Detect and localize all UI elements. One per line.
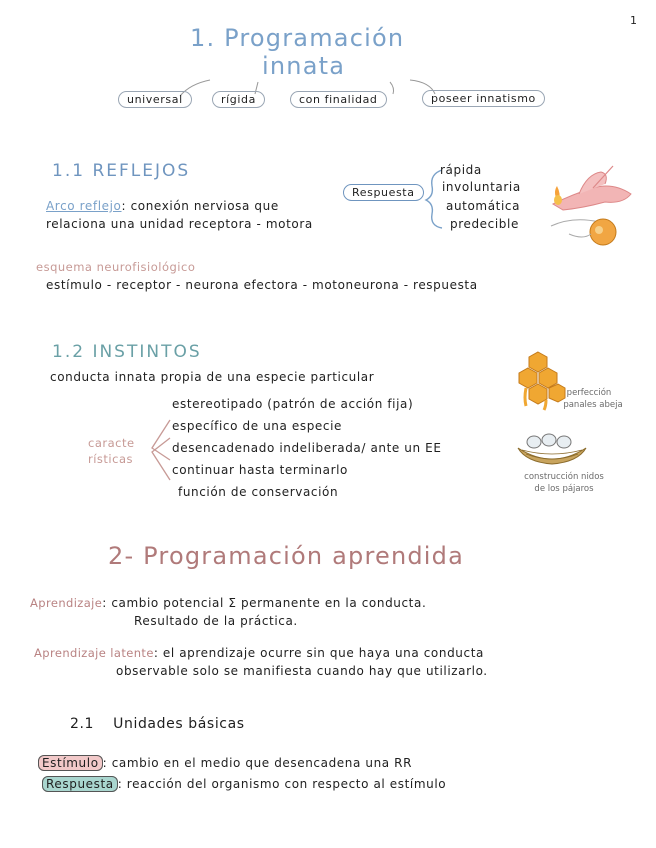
arco-reflejo-label: Arco reflejo: [46, 199, 122, 213]
esquema-label: esquema neurofisiológico: [36, 260, 196, 274]
instinto-item-5: función de conservación: [178, 485, 339, 499]
instintos-heading: 1.2 INSTINTOS: [52, 342, 202, 362]
instinto-item-2: específico de una especie: [172, 419, 343, 433]
arco-reflejo-text1: : conexión nerviosa que: [121, 199, 279, 213]
tag-rigida: rígida: [212, 91, 265, 108]
section2-title: 2- Programación aprendida: [108, 542, 465, 570]
arco-reflejo-line2: relaciona una unidad receptora - motora: [46, 217, 313, 231]
respuesta-highlight: Respuesta: [42, 776, 118, 792]
respuesta-item-involuntaria: involuntaria: [442, 180, 521, 194]
esquema-text: estímulo - receptor - neurona efectora - motoneurona - respuesta: [46, 278, 478, 292]
latente-line1: [34, 646, 484, 660]
latente-label: Aprendizaje latente: [34, 646, 154, 660]
tag-poseer-innatismo: poseer innatismo: [422, 90, 545, 107]
unidades-heading: [70, 716, 245, 732]
tag-con-finalidad: con finalidad: [290, 91, 387, 108]
latente-line2: observable solo se manifiesta cuando hay que utilizarlo.: [116, 664, 488, 678]
aprendizaje-line1: [30, 596, 426, 610]
respuesta-text: : reacción del organismo con respecto al estímulo: [117, 777, 447, 791]
arco-reflejo-line1: [46, 199, 279, 213]
instinto-item-1: estereotipado (patrón de acción fija): [172, 397, 414, 411]
caption-nest-line1: construcción nidos: [524, 472, 604, 482]
instintos-definition: conducta innata propia de una especie particular: [50, 370, 375, 384]
respuesta-item-automatica: automática: [446, 199, 521, 213]
latente-text1: : el aprendizaje ocurre sin que haya una conducta: [153, 646, 484, 660]
section1-title-line2: innata: [262, 52, 346, 80]
caption-honeycomb-line1: perfección: [566, 388, 612, 398]
unidades-heading-number: 2.1: [70, 716, 95, 732]
caracteristicas-brace: [148, 418, 174, 484]
estimulo-highlight: Estímulo: [38, 755, 103, 771]
caption-honeycomb-line2: panales abeja: [563, 400, 623, 410]
instinto-item-3: desencadenado indeliberada/ ante un EE: [172, 441, 442, 455]
aprendizaje-label: Aprendizaje: [30, 596, 103, 610]
respuesta-item-predecible: predecible: [450, 217, 519, 231]
caption-nest-line2: de los pájaros: [534, 484, 594, 494]
respuesta-line: [42, 777, 446, 791]
caracteristicas-label-line1: caracte: [88, 436, 135, 450]
page-number: 1: [630, 14, 638, 27]
reflejos-heading: 1.1 REFLEJOS: [52, 161, 191, 181]
bird-nest-icon: [516, 428, 588, 470]
estimulo-text: : cambio en el medio que desencadena una RR: [102, 756, 413, 770]
respuesta-pill: Respuesta: [343, 184, 424, 201]
section1-title-line1: 1. Programación: [190, 24, 405, 52]
estimulo-line: [38, 756, 412, 770]
caracteristicas-label-line2: rísticas: [88, 452, 133, 466]
respuesta-item-rapida: rápida: [440, 163, 482, 177]
aprendizaje-line2: Resultado de la práctica.: [134, 614, 298, 628]
instinto-item-4: continuar hasta terminarlo: [172, 463, 348, 477]
reflex-hand-flame-icon: [543, 164, 638, 250]
tag-universal: universal: [118, 91, 192, 108]
aprendizaje-text1: : cambio potencial Σ permanente en la conducta.: [102, 596, 427, 610]
unidades-heading-text: Unidades básicas: [113, 716, 245, 732]
